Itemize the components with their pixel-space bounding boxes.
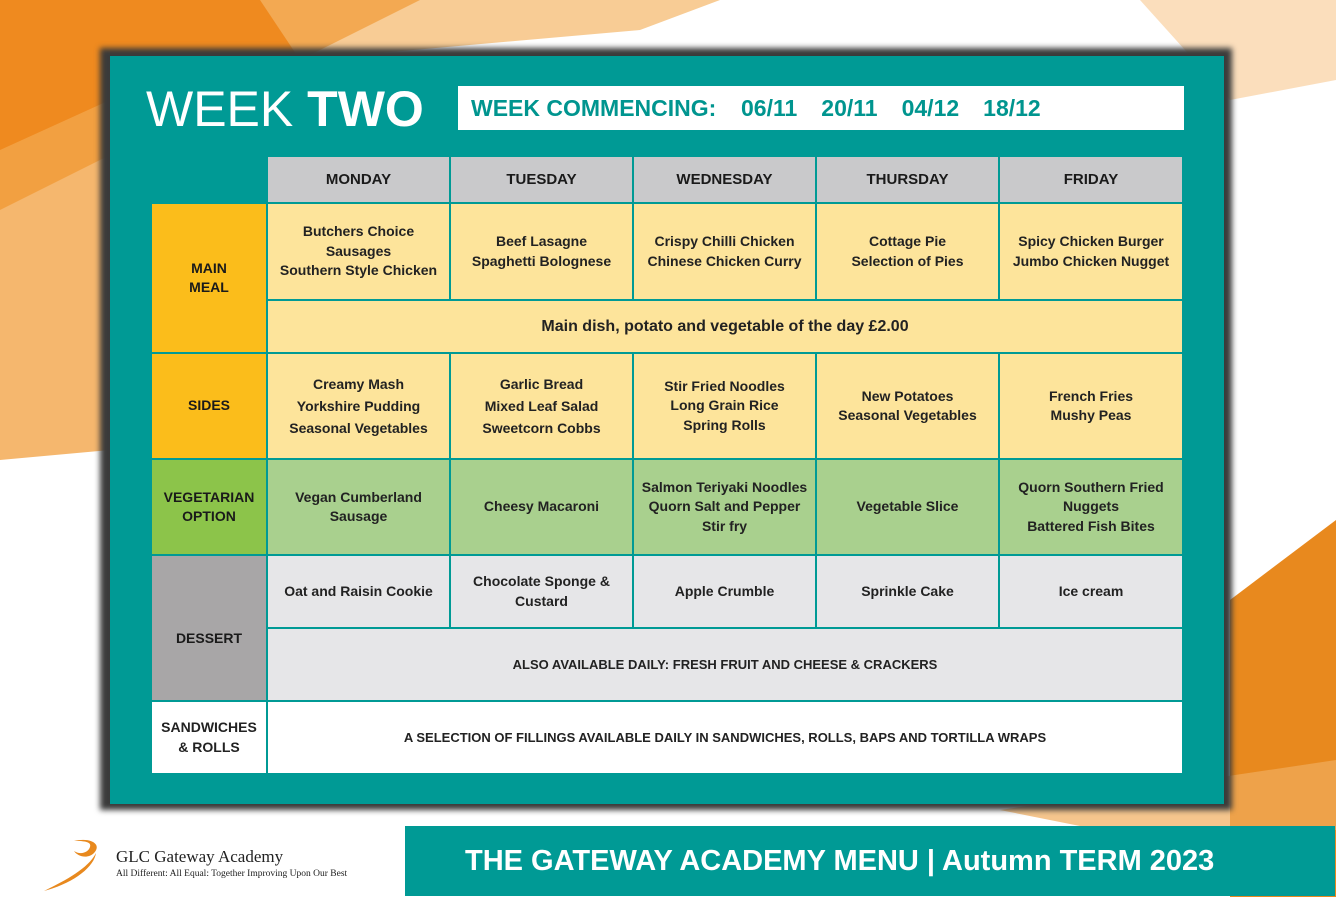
vegetarian-monday	[268, 460, 449, 554]
week-commencing-label: WEEK COMMENCING:	[471, 94, 717, 121]
main-meal-thursday	[817, 204, 998, 299]
school-logo	[44, 835, 404, 895]
menu-item: Spaghetti Bolognese	[471, 252, 612, 269]
school-name: GLC Gateway Academy	[116, 847, 284, 866]
menu-item: Jumbo Chicken Nugget	[1012, 252, 1170, 269]
dessert-wednesday	[634, 556, 815, 627]
footer-banner: THE GATEWAY ACADEMY MENU | Autumn TERM 2023	[405, 826, 1335, 896]
sides-wednesday	[634, 354, 815, 458]
menu-item: Chinese Chicken Curry	[647, 252, 802, 269]
menu-item: Nuggets	[1062, 498, 1119, 515]
main-meal-offer: Main dish, potato and vegetable of the day £2.00	[268, 301, 1182, 352]
menu-item: Seasonal Vegetables	[838, 407, 977, 423]
dessert-daily-note: ALSO AVAILABLE DAILY: FRESH FRUIT AND CHEESE & CRACKERS	[268, 629, 1182, 700]
menu-item: Long Grain Rice	[670, 397, 779, 414]
menu-item: Chocolate Sponge &	[473, 573, 610, 589]
row-label-dessert: DESSERT	[152, 556, 266, 700]
menu-item: New Potatoes	[861, 387, 954, 404]
dessert-tuesday	[451, 556, 632, 627]
menu-item: Quorn Salt and Pepper	[648, 498, 801, 515]
week-commencing-date: 06/11	[741, 94, 798, 121]
row-label-sandwiches	[152, 702, 266, 773]
vegetarian-wednesday	[634, 460, 815, 554]
week-commencing-date: 18/12	[983, 94, 1041, 121]
menu-item: Sprinkle Cake	[861, 582, 954, 599]
day-header-wednesday: WEDNESDAY	[634, 157, 815, 202]
dessert-friday	[1000, 556, 1182, 627]
sides-monday	[268, 354, 449, 458]
day-header-thursday: THURSDAY	[817, 157, 998, 202]
menu-item: Mushy Peas	[1050, 407, 1132, 423]
swoosh-logo-ball	[74, 840, 97, 857]
main-meal-wednesday	[634, 204, 815, 299]
menu-item: Selection of Pies	[851, 252, 964, 269]
day-header-tuesday: TUESDAY	[451, 157, 632, 202]
sides-thursday	[817, 354, 998, 458]
day-header-monday: MONDAY	[268, 157, 449, 202]
row-label-sides: SIDES	[152, 354, 266, 458]
menu-item: Custard	[515, 592, 568, 609]
menu-item: Seasonal Vegetables	[289, 420, 428, 436]
menu-item: Stir Fried Noodles	[664, 377, 785, 394]
school-motto: All Different: All Equal: Together Improving Upon Our Best	[116, 869, 348, 879]
menu-item: Apple Crumble	[674, 582, 775, 599]
menu-item: Garlic Bread	[499, 376, 584, 392]
menu-item: Quorn Southern Fried	[1018, 478, 1164, 495]
menu-item: Southern Style Chicken	[279, 262, 438, 279]
menu-item: Salmon Teriyaki Noodles	[641, 478, 808, 495]
menu-item: Sausages	[325, 242, 392, 259]
row-label-line: & ROLLS	[178, 738, 240, 755]
swoosh-logo-icon	[44, 835, 112, 895]
menu-item: Ice cream	[1058, 582, 1124, 599]
menu-item: Cottage Pie	[868, 233, 946, 249]
row-label-line: MAIN	[191, 259, 227, 276]
week-commencing-box	[458, 86, 1184, 130]
week-commencing-date: 20/11	[821, 94, 878, 121]
menu-item: Yorkshire Pudding	[296, 398, 421, 414]
week-commencing-date: 04/12	[901, 94, 960, 121]
sandwiches-note: A SELECTION OF FILLINGS AVAILABLE DAILY IN SANDWICHES, ROLLS, BAPS AND TORTILLA WRAPS	[268, 702, 1182, 773]
menu-item: Battered Fish Bites	[1027, 517, 1155, 534]
menu-item: Sweetcorn Cobbs	[482, 420, 601, 436]
menu-item: French Fries	[1048, 387, 1134, 404]
menu-item: Creamy Mash	[312, 376, 405, 392]
menu-item: Vegetable Slice	[856, 498, 959, 515]
row-label-vegetarian	[152, 460, 266, 554]
menu-item: Butchers Choice	[302, 223, 415, 240]
dessert-monday	[268, 556, 449, 627]
main-meal-friday	[1000, 204, 1182, 299]
row-label-line: VEGETARIAN	[163, 488, 255, 505]
week-title	[146, 78, 424, 140]
sides-tuesday	[451, 354, 632, 458]
menu-item: Stir fry	[701, 517, 748, 534]
main-meal-monday	[268, 204, 449, 299]
row-label-line: SANDWICHES	[161, 719, 257, 735]
dessert-thursday	[817, 556, 998, 627]
week-number: TWO	[307, 81, 424, 137]
row-label-line: OPTION	[182, 508, 236, 524]
sides-friday	[1000, 354, 1182, 458]
menu-item: Mixed Leaf Salad	[484, 398, 599, 414]
menu-item: Oat and Raisin Cookie	[284, 582, 433, 599]
day-header-friday: FRIDAY	[1000, 157, 1182, 202]
bg-orange-left	[0, 100, 110, 460]
menu-item: Cheesy Macaroni	[483, 498, 600, 515]
menu-item: Spring Rolls	[683, 416, 766, 433]
row-label-main-meal	[152, 204, 266, 352]
row-label-line: MEAL	[189, 279, 229, 295]
menu-item: Vegan Cumberland	[295, 488, 422, 505]
vegetarian-friday	[1000, 460, 1182, 554]
swoosh-logo-tail	[44, 853, 96, 891]
menu-item: Crispy Chilli Chicken	[654, 233, 795, 249]
main-meal-tuesday	[451, 204, 632, 299]
vegetarian-tuesday	[451, 460, 632, 554]
vegetarian-thursday	[817, 460, 998, 554]
week-word: WEEK	[146, 81, 294, 137]
menu-item: Sausage	[329, 508, 388, 524]
menu-item: Spicy Chicken Burger	[1018, 233, 1164, 249]
menu-item: Beef Lasagne	[495, 233, 588, 249]
